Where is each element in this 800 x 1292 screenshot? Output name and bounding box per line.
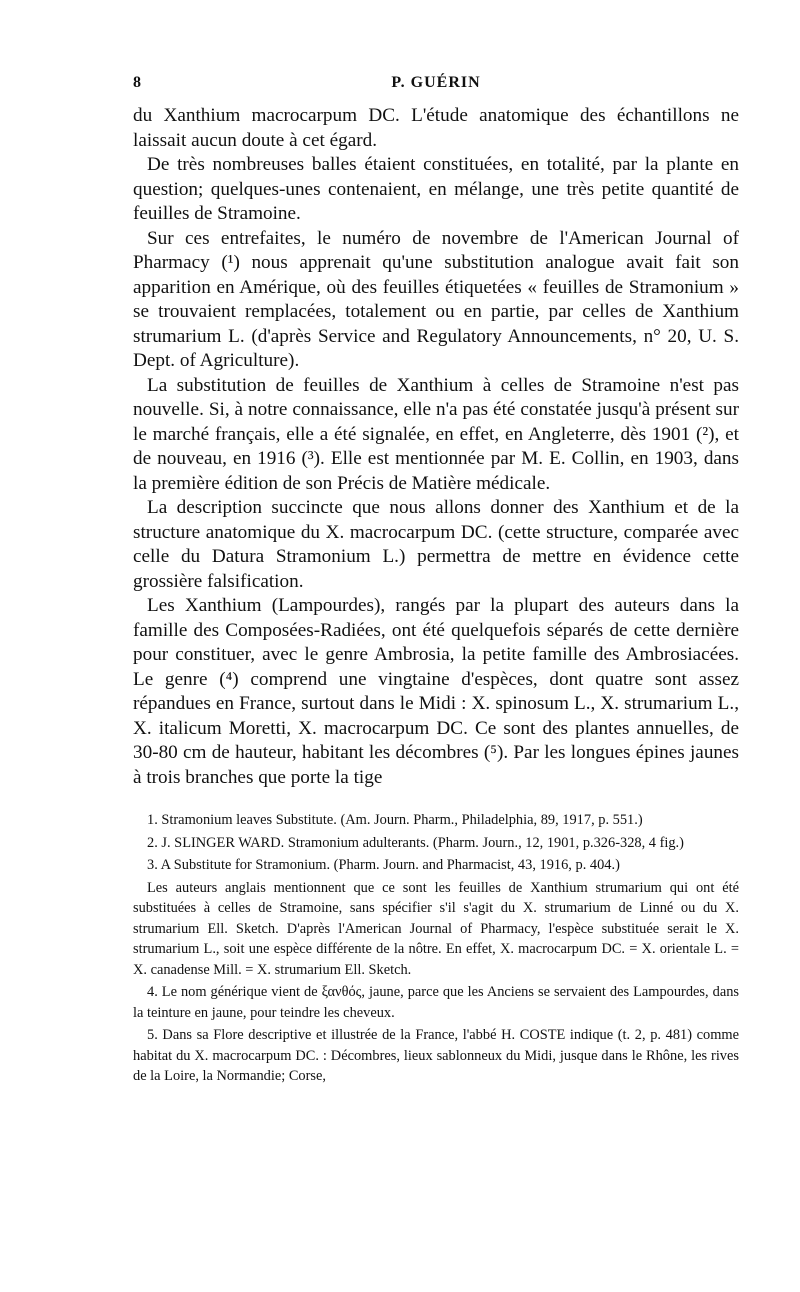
footnotes — [133, 810, 739, 1087]
paragraph-4: La substitution de feuilles de Xanthium à celles de Stramoine n'est pas nouvelle. Si, à notre connaissance, elle n'a pas été constatée jusqu'à présent sur le marché français, elle a été signalée, en effet, en Angleterre, dès 1901 (²), et de nouveau, en 1916 (³). Elle est mentionnée par M. E. Collin, en 1903, dans la première édition de son Précis de Matière médicale. — [133, 374, 739, 494]
main-text — [133, 104, 739, 790]
footnote-1: 1. Stramonium leaves Substitute. (Am. Journ. Pharm., Philadelphia, 89, 1917, p. 551.) — [147, 812, 643, 828]
running-head: P. GUÉRIN — [391, 74, 481, 91]
page-header — [133, 74, 739, 98]
paragraph-3: Sur ces entrefaites, le numéro de novembre de l'American Journal of Pharmacy (¹) nous apprenait qu'une substitution analogue avait fait son apparition en Amérique, où des feuilles étiquetées « feuilles de Stramonium » se trouvaient remplacées, totalement ou en partie, par celles de Xanthium strumarium L. (d'après Service and Regulatory Announcements, n° 20, U. S. Dept. of Agriculture). — [133, 227, 739, 371]
paragraph-6: Les Xanthium (Lampourdes), rangés par la plupart des auteurs dans la famille des Composées-Radiées, ont été quelquefois séparés de cette dernière pour constituer, avec le genre Ambrosia, la petite famille des Ambrosiacées. Le genre (⁴) comprend une vingtaine d'espèces, dont quatre sont assez répandues en France, surtout dans le Midi : X. spinosum L., X. strumarium L., X. italicum Moretti, X. macrocarpum DC. Ce sont des plantes annuelles, de 30-80 cm de hauteur, habitant les décombres (⁵). Par les longues épines jaunes à trois branches que porte la tige — [133, 595, 739, 788]
paragraph-2: De très nombreuses balles étaient constituées, en totalité, par la plante en question; quelques-unes contenaient, en mélange, une très petite quantité de feuilles de Stramoine. — [133, 154, 739, 224]
paragraph-1: du Xanthium macrocarpum DC. L'étude anatomique des échantillons ne laissait aucun doute à cet égard. — [133, 105, 739, 151]
footnote-2: 2. J. SLINGER WARD. Stramonium adulterants. (Pharm. Journ., 12, 1901, p.326-328, 4 fig.) — [147, 834, 684, 851]
footnote-3: 3. A Substitute for Stramonium. (Pharm. Journ. and Pharmacist, 43, 1916, p. 404.) — [147, 857, 620, 873]
page-number: 8 — [133, 74, 141, 91]
footnote-3-commentary: Les auteurs anglais mentionnent que ce sont les feuilles de Xanthium strumarium qui ont été substituées à celles de Stramoine, sans spécifier s'il s'agit du X. strumarium de Linné ou du X. strumarium Ell. Sketch. D'après l'American Journal of Pharmacy, l'espèce substituée serait le X. strumarium L., soit une espèce différente de la nôtre. En effet, X. macrocarpum DC. = X. orientale L. = X. canadense Mill. = X. strumarium Ell. Sketch. — [133, 879, 739, 978]
paragraph-5: La description succincte que nous allons donner des Xanthium et de la structure anatomique du X. macrocarpum DC. (cette structure, comparée avec celle du Datura Stramonium L.) permettra de mettre en évidence cette grossière falsification. — [133, 497, 739, 592]
footnote-5: 5. Dans sa Flore descriptive et illustrée de la France, l'abbé H. COSTE indique (t. 2, p. 481) comme habitat du X. macrocarpum DC. : Décombres, lieux sablonneux du Midi, jusque dans le Rhône, les rives de la Loire, la Normandie; Corse, — [133, 1027, 739, 1084]
footnote-4: 4. Le nom générique vient de ξανθός, jaune, parce que les Anciens se servaient des Lampourdes, dans la teinture en jaune, pour teindre les cheveux. — [133, 984, 739, 1021]
